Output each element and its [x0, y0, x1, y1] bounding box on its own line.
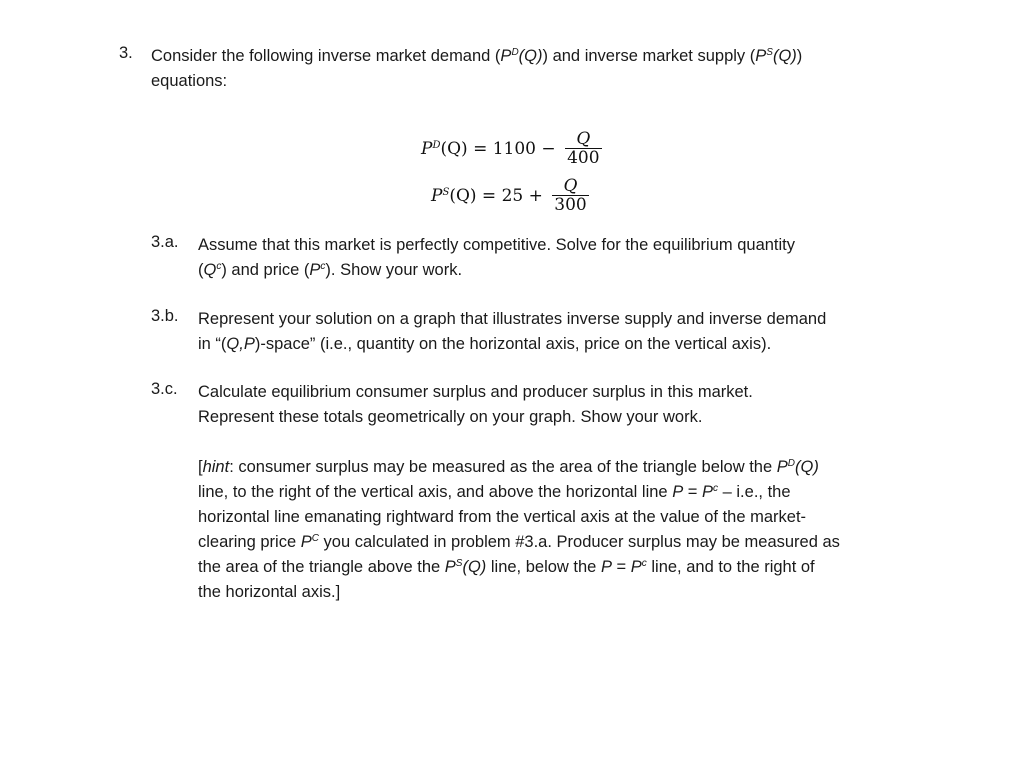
hint-eq2-equals: = [611, 558, 631, 576]
qc-superscript: c [216, 261, 222, 272]
question-number: 3. [119, 44, 133, 62]
question-intro [151, 44, 911, 94]
hint-s9: line, and to the right of [646, 558, 815, 576]
intro-text-end: ) [796, 47, 803, 65]
demand-eq-symbol: P [421, 138, 433, 159]
hint-pd-argument: (Q) [795, 458, 819, 476]
hint-pd-symbol: P [776, 458, 788, 476]
hint-eq1-superscript: c [713, 483, 719, 494]
hint-s6: you calculated in problem #3.a. Producer surplus may be measured as [318, 533, 840, 551]
supply-eq-rhs: (Q) = 25 + [449, 185, 543, 206]
demand-argument: (Q) [518, 47, 543, 65]
part-a-line1: Assume that this market is perfectly competitive. Solve for the equilibrium quantity [198, 236, 796, 254]
hint-ps-symbol: P [444, 558, 456, 576]
hint-s2: line, to the right of the vertical axis, and above the horizontal line [198, 483, 673, 501]
hint-eq1-p: P [672, 483, 684, 501]
part-a-number: 3.a. [151, 233, 179, 251]
hint-s4: horizontal line emanating rightward from the vertical axis at the value of the market- [198, 508, 807, 526]
part-b-text [198, 307, 918, 357]
hint-eq2-p: P [600, 558, 612, 576]
intro-line-two: equations: [151, 72, 228, 90]
supply-symbol: P [755, 47, 767, 65]
qp-space-label: Q,P [226, 335, 255, 353]
supply-superscript: S [766, 47, 773, 58]
hint-eq1-pc: P [702, 483, 714, 501]
part-c-text [198, 380, 918, 430]
hint-s7: the area of the triangle above the [198, 558, 445, 576]
hint-s8: line, below the [486, 558, 601, 576]
hint-s1: : consumer surplus may be measured as the area of the triangle below the [229, 458, 777, 476]
hint-s3: – i.e., the [718, 483, 791, 501]
supply-fraction [552, 177, 588, 214]
hint-pc-symbol: P [300, 533, 312, 551]
hint-s10: the horizontal axis.] [198, 583, 341, 601]
hint-pd-superscript: D [787, 458, 795, 469]
demand-symbol: P [500, 47, 512, 65]
part-b-number: 3.b. [151, 307, 179, 325]
supply-eq-symbol: P [431, 185, 443, 206]
hint-ps-superscript: S [455, 558, 463, 569]
part-a-text [198, 233, 918, 283]
supply-numerator: Q [563, 176, 578, 196]
hint-ps-argument: (Q) [462, 558, 487, 576]
part-a-mid: ) and price ( [221, 261, 310, 279]
intro-text-start: Consider the following inverse market demand ( [151, 47, 501, 65]
hint-eq2-pc: P [630, 558, 642, 576]
pc-superscript: c [320, 261, 326, 272]
part-c-line2: Represent these totals geometrically on your graph. Show your work. [198, 408, 703, 426]
part-c-number: 3.c. [151, 380, 178, 398]
part-b-line1: Represent your solution on a graph that illustrates inverse supply and inverse demand [198, 310, 827, 328]
part-c-line1: Calculate equilibrium consumer surplus and producer surplus in this market. [198, 383, 753, 401]
part-a-end: ). Show your work. [325, 261, 463, 279]
intro-text-middle: ) and inverse market supply ( [542, 47, 756, 65]
hint-s5: clearing price [198, 533, 301, 551]
pc-symbol: P [309, 261, 321, 279]
part-b-line2-end: )-space” (i.e., quantity on the horizontal axis, price on the vertical axis). [254, 335, 772, 353]
demand-fraction [565, 130, 601, 167]
supply-equation [431, 177, 589, 214]
demand-eq-superscript: D [432, 139, 441, 151]
hint-eq2-superscript: c [641, 558, 647, 569]
demand-numerator: Q [576, 129, 591, 149]
part-b-line2-start: in “( [198, 335, 227, 353]
hint-paragraph [198, 455, 918, 605]
supply-eq-superscript: S [442, 186, 450, 198]
part-a-paren-open: ( [198, 261, 204, 279]
supply-argument: (Q) [772, 47, 797, 65]
hint-pc-superscript: C [311, 533, 319, 544]
demand-eq-rhs: (Q) = 1100 − [440, 138, 556, 159]
hint-bracket: [ [198, 458, 203, 476]
hint-eq1-equals: = [683, 483, 703, 501]
supply-denominator: 300 [554, 195, 587, 215]
hint-word: hint [202, 458, 230, 476]
demand-denominator: 400 [567, 148, 600, 168]
demand-equation [421, 130, 602, 167]
demand-superscript: D [511, 47, 519, 58]
qc-symbol: Q [203, 261, 217, 279]
